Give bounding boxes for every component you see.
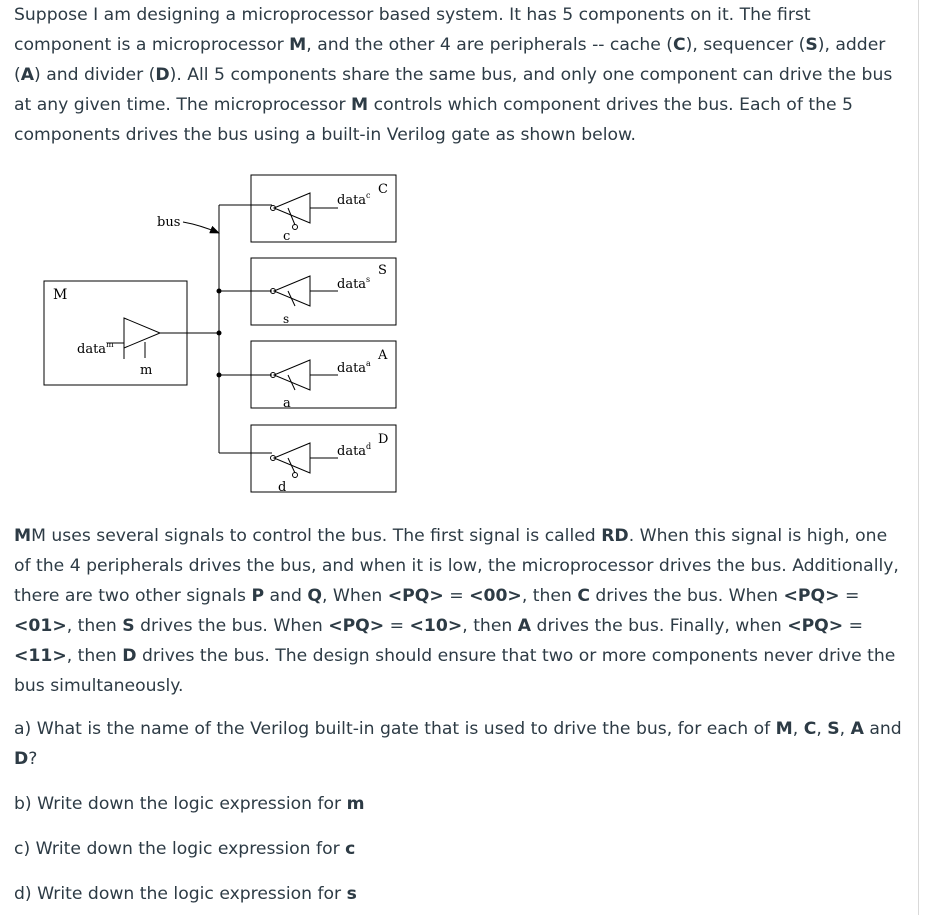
peripheral-d-tristate-buffer-icon bbox=[274, 443, 310, 473]
question-d: d) Write down the logic expression for s bbox=[14, 884, 357, 904]
peripheral-c-data-label: data$^c$ bbox=[337, 191, 371, 208]
peripheral-d-enable-label: d bbox=[278, 480, 287, 495]
processor-enable-label: m bbox=[140, 363, 153, 378]
peripheral-s-enable-label: s bbox=[283, 312, 290, 326]
peripheral-a-name: A bbox=[378, 348, 388, 363]
peripheral-a-tristate-buffer-icon bbox=[274, 360, 310, 390]
processor-tristate-buffer-icon bbox=[124, 318, 160, 348]
processor-data-label: data$^m$ bbox=[77, 340, 114, 357]
processor-name: M bbox=[53, 287, 68, 303]
peripheral-s-name: S bbox=[378, 263, 387, 278]
peripheral-d-data-label: data$^d$ bbox=[337, 442, 372, 459]
question-a: a) What is the name of the Verilog built-in gate that is used to drive the bus, for each of M, C, S, A and D? bbox=[14, 719, 902, 769]
peripheral-a-data-label: data$^a$ bbox=[337, 359, 371, 376]
peripheral-c-name: C bbox=[378, 182, 388, 197]
bus-diagram bbox=[40, 170, 405, 500]
question-c: c) Write down the logic expression for c bbox=[14, 839, 356, 859]
question-b: b) Write down the logic expression for m bbox=[14, 794, 365, 814]
peripheral-s-data-label: data$^s$ bbox=[337, 275, 371, 292]
signals-paragraph: MM uses several signals to control the bus. The first signal is called RD. When this signal is high, one of the 4 peripherals drives the bus, and when it is low, the microprocessor drives the bus. Additionally, there are two other signals P and Q, When <PQ> = <00>, then C drives the bus. When <PQ> = <01>, then S drives the bus. When <PQ> = <10>, then A drives the bus. Finally, when <PQ> = <11>, then D drives the bus. The design should ensure that two or more components never drive the bus simultaneously. bbox=[14, 526, 899, 696]
peripheral-a-enable-label: a bbox=[283, 396, 291, 411]
intro-paragraph: Suppose I am designing a microprocessor based system. It has 5 components on it. The first component is a microprocessor M, and the other 4 are peripherals -- cache (C), sequencer (S), adder (A) and divider (D). All 5 components share the same bus, and only one component can drive the bus at any given time. The microprocessor M controls which component drives the bus. Each of the 5 components drives the bus using a built-in Verilog gate as shown below. bbox=[14, 5, 893, 145]
page-right-border bbox=[918, 0, 919, 915]
bus-label: bus bbox=[157, 215, 181, 230]
peripheral-c-enable-label: c bbox=[283, 229, 291, 244]
peripheral-s-tristate-buffer-icon bbox=[274, 276, 310, 306]
peripheral-d-name: D bbox=[378, 432, 389, 447]
bus-arrow bbox=[183, 222, 219, 233]
